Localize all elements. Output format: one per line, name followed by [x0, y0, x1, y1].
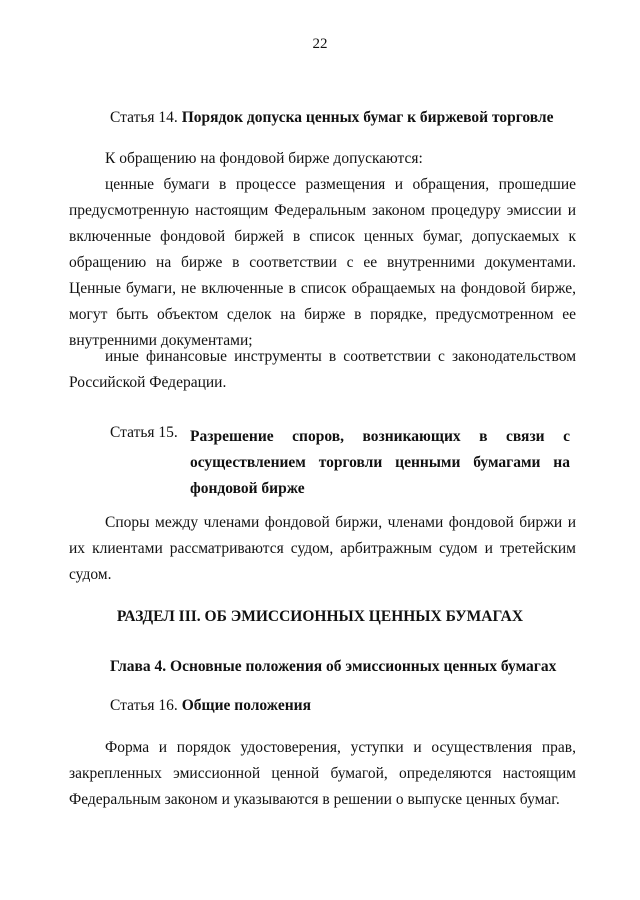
article-14-title: Порядок допуска ценных бумаг к биржевой торговле — [181, 109, 554, 126]
article-16-text: Форма и порядок удостоверения, уступки и осуществления прав, закрепленных эмиссионной ценной бумагой, определяются настоящим Федеральным законом и указываются в решении о выпуске ценных бумаг. — [69, 739, 576, 808]
article-15-title: Разрешение споров, возникающих в связи с осуществлением торговли ценными бумагами на фондовой бирже — [190, 428, 570, 497]
article-15-text: Споры между членами фондовой биржи, членами фондовой биржи и их клиентами рассматриваются судом, арбитражным судом и третейским судом. — [69, 514, 576, 583]
article-14-item-2: иные финансовые инструменты в соответствии с законодательством Российской Федерации. — [69, 348, 576, 391]
article-14-heading — [110, 109, 580, 127]
article-14-item-1: ценные бумаги в процессе размещения и обращения, прошедшие предусмотренную настоящим Федеральным законом процедуру эмиссии и включенные фондовой биржей в список ценных бумаг, допускаемых к обращению на бирже в соответствии с ее внутренними документами. Ценные бумаги, не включенные в список обращаемых на фондовой бирже, могут быть объектом сделок на бирже в порядке, предусмотренном ее внутренними документами; — [69, 176, 576, 349]
article-16-title: Общие положения — [181, 697, 311, 714]
section-3-title: РАЗДЕЛ III. ОБ ЭМИССИОННЫХ ЦЕННЫХ БУМАГАХ — [116, 608, 524, 625]
chapter-4-title: Глава 4. Основные положения об эмиссионных ценных бумагах — [110, 658, 557, 675]
article-14-intro: К обращению на фондовой бирже допускаются: — [105, 150, 423, 167]
article-15-label: Статья 15. — [110, 424, 178, 441]
article-14-label: Статья 14. — [110, 109, 178, 126]
page-number: 22 — [312, 36, 328, 52]
article-16-heading — [110, 697, 580, 715]
article-16-label: Статья 16. — [110, 697, 178, 714]
